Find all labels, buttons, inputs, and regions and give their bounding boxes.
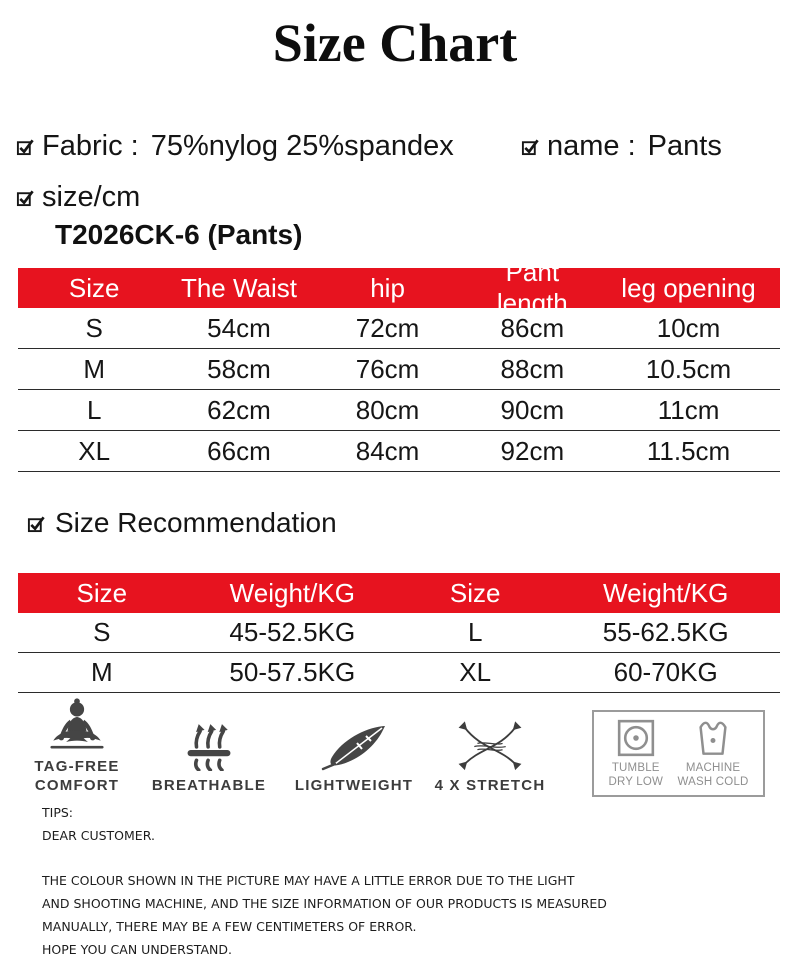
checkbox-checked-icon — [16, 137, 35, 156]
size-unit-label: size/cm — [42, 180, 141, 213]
feature-label: 4 X STRETCH — [434, 777, 546, 794]
size-cell: L — [86, 394, 102, 425]
leg-opening-cell: 11cm — [657, 394, 720, 425]
leg-opening-cell: 11.5cm — [646, 435, 731, 466]
size-table-header-cell: hip — [370, 272, 405, 303]
care-label: MACHINE — [685, 761, 741, 774]
hip-cell: 76cm — [355, 353, 420, 384]
waist-cell: 54cm — [207, 312, 271, 343]
size-table-row — [18, 308, 780, 349]
care-label: TUMBLE — [611, 761, 660, 774]
feature-label: COMFORT — [34, 777, 120, 794]
recommendation-table-row — [18, 653, 780, 693]
pant-length-cell: 86cm — [500, 312, 565, 343]
care-label: DRY LOW — [608, 775, 664, 788]
rec-weight-cell: 55-62.5KG — [602, 617, 729, 647]
size-unit-row — [16, 180, 152, 214]
checkbox-checked-icon — [27, 514, 46, 533]
size-recommendation-label: Size Recommendation — [55, 507, 337, 538]
recommendation-table — [18, 573, 780, 693]
tips-section — [42, 801, 607, 961]
machine-wash-icon — [696, 719, 730, 757]
tips-salutation: DEAR CUSTOMER. — [42, 828, 155, 843]
feather-icon — [318, 723, 390, 771]
tips-line: MANUALLY, THERE MAY BE A FEW CENTIMETERS OF ERROR. — [42, 919, 417, 934]
hip-cell: 84cm — [355, 435, 420, 466]
size-table-row — [18, 431, 780, 472]
feature-4x-stretch — [424, 697, 556, 795]
stretch-icon — [457, 719, 523, 771]
size-table-row — [18, 390, 780, 431]
meditation-icon — [47, 697, 107, 752]
tips-heading: TIPS: — [42, 805, 74, 820]
feature-label: LIGHTWEIGHT — [294, 777, 414, 794]
fabric-row — [16, 129, 454, 163]
pant-length-cell: 88cm — [500, 353, 565, 384]
leg-opening-cell: 10cm — [656, 312, 721, 343]
size-cell: S — [85, 312, 103, 343]
rec-header-cell: Weight/KG — [229, 577, 355, 608]
rec-header-cell: Size — [449, 577, 501, 608]
waist-cell: 66cm — [207, 435, 271, 466]
rec-weight-cell: 50-57.5KG — [229, 657, 356, 687]
rec-size-cell: L — [467, 617, 483, 647]
feature-lightweight — [291, 697, 417, 795]
recommendation-table-row — [18, 613, 780, 653]
tips-gap — [42, 847, 607, 869]
rec-size-cell: XL — [459, 657, 492, 687]
leg-opening-cell: 10.5cm — [645, 353, 732, 384]
care-label: WASH COLD — [677, 775, 749, 788]
rec-weight-cell: 60-70KG — [613, 657, 718, 687]
fabric-label: Fabric : — [42, 129, 139, 162]
size-cell: M — [83, 353, 106, 384]
size-table — [18, 257, 780, 472]
tips-line: HOPE YOU CAN UNDERSTAND. — [42, 942, 232, 957]
hip-cell: 80cm — [355, 394, 420, 425]
size-table-header-cell: Size — [68, 272, 120, 303]
pant-length-cell: 92cm — [500, 435, 565, 466]
size-cell: XL — [78, 435, 111, 466]
hip-cell: 72cm — [355, 312, 420, 343]
feature-label: BREATHABLE — [151, 777, 267, 794]
size-table-header-cell: The Waist — [180, 272, 297, 303]
size-table-row — [18, 349, 780, 390]
pant-length-cell: 90cm — [500, 394, 565, 425]
size-table-header-cell: leg opening — [621, 272, 756, 303]
name-label: name : — [547, 129, 636, 162]
rec-weight-cell: 45-52.5KG — [229, 617, 356, 647]
fabric-value: 75%nylog 25%spandex — [150, 129, 454, 162]
size-recommendation-heading — [27, 506, 337, 540]
checkbox-checked-icon — [16, 188, 35, 207]
size-table-header — [18, 257, 780, 318]
name-value: Pants — [647, 129, 722, 162]
tips-line: THE COLOUR SHOWN IN THE PICTURE MAY HAVE A LITTLE ERROR DUE TO THE LIGHT — [42, 873, 575, 888]
checkbox-checked-icon — [521, 137, 540, 156]
feature-label: TAG-FREE — [34, 758, 120, 775]
rec-header-cell: Weight/KG — [603, 577, 729, 608]
rec-size-cell: M — [90, 657, 113, 687]
tumble-dry-icon — [617, 719, 655, 757]
care-instructions-box — [592, 710, 765, 797]
feature-tag-free-comfort — [18, 697, 136, 795]
waist-cell: 58cm — [207, 353, 271, 384]
waist-cell: 62cm — [207, 394, 271, 425]
care-item-machine-wash — [678, 719, 749, 789]
feature-breathable — [153, 697, 265, 795]
care-item-tumble-dry — [608, 719, 663, 789]
rec-size-cell: S — [93, 617, 111, 647]
model-number: T2026CK-6 (Pants) — [55, 219, 303, 250]
size-table-header-cell: Pant length — [496, 257, 568, 318]
recommendation-table-header — [18, 573, 780, 613]
name-row — [521, 129, 722, 163]
breathable-icon — [184, 721, 234, 771]
rec-header-cell: Size — [76, 577, 128, 608]
tips-line: AND SHOOTING MACHINE, AND THE SIZE INFORMATION OF OUR PRODUCTS IS MEASURED — [42, 896, 607, 911]
page-title: Size Chart — [272, 13, 518, 73]
